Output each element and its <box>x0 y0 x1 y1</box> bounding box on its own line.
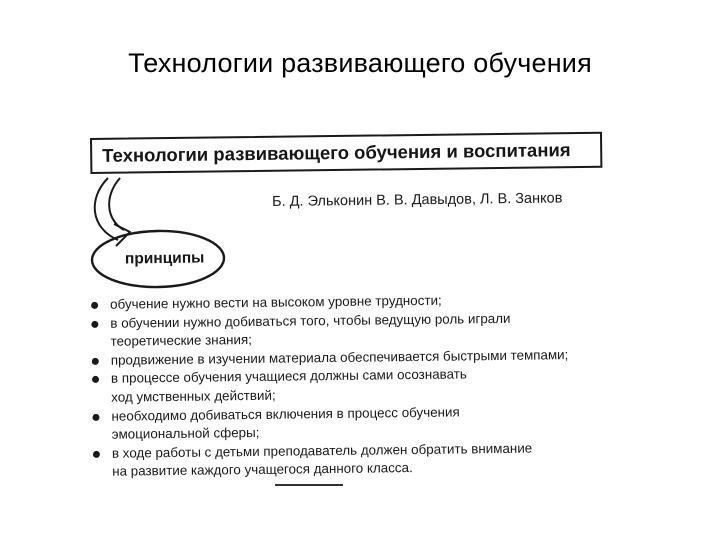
list-item: необходимо добиваться включения в процесс обучения эмоциональной сферы; <box>89 401 629 445</box>
curved-arrow-inner <box>109 178 124 230</box>
principles-list <box>88 289 630 482</box>
principles-label: принципы <box>124 249 205 268</box>
underline-mark <box>275 484 343 486</box>
arrow-head <box>114 224 130 246</box>
list-item: в процессе обучения учащиеся должны сами осознавать ход умственных действий; <box>89 364 629 408</box>
list-item: в ходе работы с детьми преподаватель должен обратить внимание на развитие каждого учащегося данного класса. <box>90 438 630 482</box>
scanned-figure <box>80 128 640 488</box>
list-item: в обучении нужно добиваться того, чтобы ведущую роль играли теоретические знания; <box>88 308 628 352</box>
bullet-dot-icon <box>92 358 99 365</box>
bullet-dot-icon <box>92 376 99 383</box>
bullet-dot-icon <box>92 413 99 420</box>
list-item: обучение нужно вести на высоком уровне трудности; <box>88 289 628 314</box>
bullet-dot-icon <box>93 451 100 458</box>
technology-title: Технологии развивающего обучения и воспитания <box>102 139 571 166</box>
bullet-dot-icon <box>91 320 98 327</box>
slide-title: Технологии развивающего обучения <box>128 48 592 78</box>
bullet-dot-icon <box>91 302 98 309</box>
list-item: продвижение в изучении материала обеспечивается быстрыми темпами; <box>89 345 629 370</box>
technology-title-box <box>90 132 602 174</box>
curved-arrow-outline <box>95 178 118 240</box>
authors-line: Б. Д. Эльконин В. В. Давыдов, Л. В. Занков <box>272 190 563 210</box>
